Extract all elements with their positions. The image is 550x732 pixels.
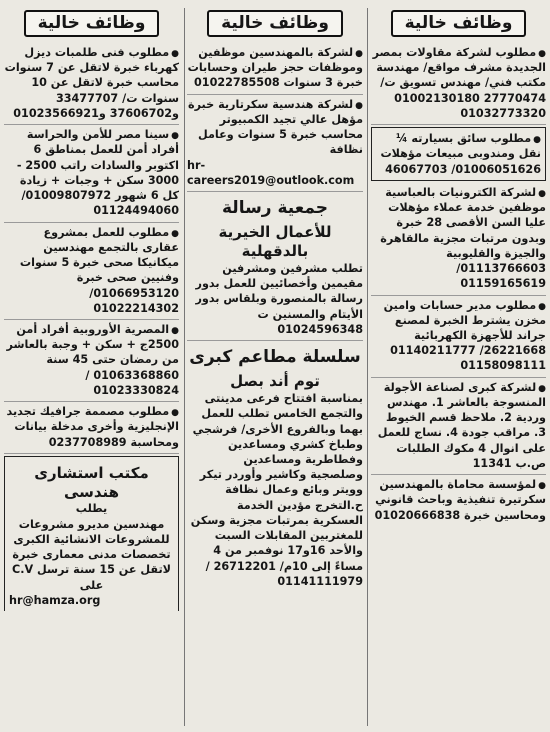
middle-column xyxy=(185,6,367,728)
office-ad xyxy=(4,456,179,611)
job-ad: ●مطلوب فنى طلمبات ديزل كهرباء خبرة لاتقل عن 7 سنوات محاسب خبرة لاتقل عن 10 سنوات ت/ 33477707 و37606702 و01023566921 xyxy=(4,43,179,125)
column-divider xyxy=(367,8,368,726)
job-ad: ●مطلوب للعمل بمشروع عقارى بالتجمع مهندسين ميكانيكا صحى خبرة 5 سنوات وفنيين صحى خبرة 01066953120/ 01022214302 xyxy=(4,223,179,320)
job-ad: ●مطلوب لشركة مقاولات بمصر الجديدة مشرف مواقع/ مهندسة مكتب فني/ مهندس تسويق ت/ 27770474 01002130180 01032773320 xyxy=(371,43,546,125)
section-header: وظائف خالية xyxy=(391,10,527,37)
job-ad: ●لشركة كبرى لصناعة الأجولة المنسوجة بالعاشر 1. مهندس وردية 2. ملاحظ قسم الخيوط 3. مراقب جودة 4. نساج للعمل على انوال 4 مكوك الطلبات ص.ب 11341 xyxy=(371,378,546,475)
job-ad: ●لشركة الكترونيات بالعباسية موظفين خدمة عملاء مؤهلات عليا السن الأقصى 28 خبرة وبدون مرتبات مجزية مالقاهرة والجيزة والقليوبية 01113766603/ 01159165619 xyxy=(371,183,546,296)
section-header: وظائف خالية xyxy=(24,10,160,37)
charity-ad xyxy=(187,192,363,341)
section-header: وظائف خالية xyxy=(207,10,343,37)
office-title: مكتب استشارى هندسى xyxy=(34,463,149,501)
office-subtitle: يطلب xyxy=(75,502,108,516)
restaurant-subtitle: توم أند بصل xyxy=(230,372,320,391)
office-body: مهندسين مديرو مشروعات للمشروعات الانشائية الكبرى تخصصات مدنى معمارى خبرة لاتقل عن 15 سنة ترسل C.V على xyxy=(12,517,171,592)
job-ad: ●سينا مصر للأمن والحراسة أفراد أمن للعمل بمناطق 6 اكتوبر والسادات راتب 2500 - 3000 سكن + وجبات + زيادة كل 6 شهور 01009807972/ 01124494060 xyxy=(4,125,179,222)
restaurant-ad xyxy=(187,341,363,592)
left-column xyxy=(0,6,183,728)
job-ad: ●مطلوب مصممة جرافيك تجديد الإنجليزية وأخرى مدخلة بيانات ومحاسبة 0237708989 xyxy=(4,402,179,454)
job-ad-boxed: ●مطلوب سائق بسيارته ¼ نقل ومندوبى مبيعات مؤهلات 01006051626/ 46067703 xyxy=(371,127,546,181)
charity-body: تطلب مشرفين ومشرفين مقيمين وأخصائيين للعمل بدور رسالة بالمنصورة وبلقاس بدور الأيتام والمسنين ت 01024596348 xyxy=(195,261,363,336)
email-address: hr-careers2019@outlook.com xyxy=(187,158,355,187)
restaurant-body: بمناسبة افتتاح فرعى مدينتى والتجمع الخامس تطلب للعمل بهما وبالفروع الأخرى/ فرشجي وطباخ كشري ومساعدين وفطاطرية ومساعدين وصلصجية وكاشير وأوردر تيكر وويتر وبائع وعمال نظافة ح.التخرج مؤدين الخدمة العسكرية بمرتبات مجزية وسكن للمغتربين المقابلات السبت والأحد 16و17 نوفمبر من 4 مساءً إلى 10م/ 26712201 / 01141111979 xyxy=(190,392,363,588)
job-ad: ●لمؤسسة محاماة بالمهندسين سكرتيرة تنفيذية وباحث قانوني ومحاسين خبرة 01020666838 xyxy=(374,478,546,522)
charity-subtitle: للأعمال الخيرية بالدقهلية xyxy=(218,223,332,261)
restaurant-title: سلسلة مطاعم كبرى xyxy=(189,347,361,368)
right-column xyxy=(369,6,550,728)
job-ad: ●لشركة هندسية سكرتارية خبرة مؤهل عالي تجيد الكمبيوتر محاسب خبرة 5 سنوات وعامل نظافة hr-careers2019@outlook.com xyxy=(187,95,363,192)
job-ad: ●مطلوب مدير حسابات وامين مخزن يشترط الخبرة لمصنع جراند للأجهزة الكهربائية 26221668/ 01140211777 01158098111 xyxy=(371,296,546,378)
job-ad: ●المصرية الأوروبية أفراد أمن 2500ج + سكن + وجبة بالعاشر من رمضان حتى 45 سنة 01063368860 / 01023330824 xyxy=(4,320,179,402)
email-address: hr@hamza.org xyxy=(9,593,101,607)
charity-title: جمعية رسالة xyxy=(222,198,328,219)
job-ad: ●لشركة بالمهندسين موظفين وموظفات حجز طيران وحسابات خبرة 3 سنوات 01022785508 xyxy=(187,43,363,95)
